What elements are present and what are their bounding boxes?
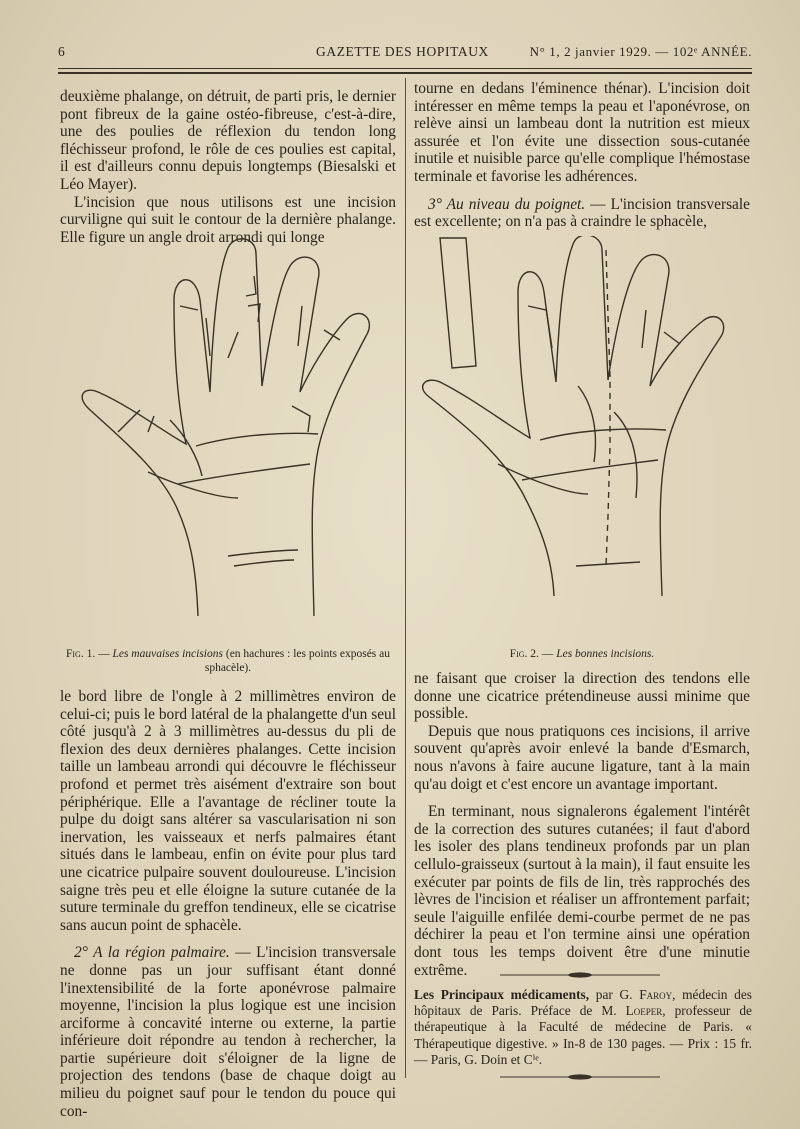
bibliography-text: par G. bbox=[589, 987, 640, 1002]
hand-outline bbox=[82, 239, 369, 616]
figure-2-drawing bbox=[418, 236, 738, 636]
bibliography-entry bbox=[414, 987, 752, 1068]
incision-line bbox=[576, 562, 640, 566]
bibliography-author: Faroy bbox=[639, 987, 673, 1002]
incision-mark bbox=[546, 308, 552, 348]
end-ornament bbox=[500, 1073, 660, 1081]
wrist-crease bbox=[228, 550, 298, 556]
hand-drawing-good-incisions bbox=[418, 236, 738, 636]
issue-info: N° 1, 2 janvier 1929. — 102ᵉ ANNÉE. bbox=[529, 44, 752, 59]
paragraph: Depuis que nous pratiquons ces incisions, il arrive souvent qu'après avoir enlevé la bande d'Esmarch, nous n'avons à faire aucune ligature, tant à la main qu'au doigt et c'est encore un avantage important. bbox=[414, 722, 750, 793]
right-column-top bbox=[414, 80, 750, 231]
thumb-crease bbox=[498, 464, 588, 494]
journal-title: GAZETTE DES HOPITAUX bbox=[316, 44, 489, 59]
incision-line bbox=[606, 250, 610, 566]
palm-crease bbox=[196, 433, 318, 446]
incision-line bbox=[578, 386, 595, 462]
incision-mark bbox=[664, 332, 680, 344]
incision-mark bbox=[228, 332, 238, 358]
incision-mark bbox=[118, 410, 140, 432]
incision-mark bbox=[528, 306, 546, 310]
section-3-paragraph bbox=[414, 196, 750, 231]
bibliography-preface-author: Loeper bbox=[625, 1003, 663, 1019]
section-3-heading: 3° Au niveau du poignet. bbox=[428, 195, 586, 213]
page-header bbox=[58, 44, 752, 66]
figure-2-label: Fig. 2. bbox=[509, 648, 539, 660]
paragraph: L'incision que nous utilisons est une incision curviligne qui suit le contour de la dernière phalange. Elle figure un angle droit arrondi qui longe bbox=[60, 193, 396, 246]
section-2-paragraph bbox=[60, 944, 396, 1120]
incision-mark bbox=[292, 406, 310, 432]
right-column-bottom bbox=[414, 670, 750, 979]
palm-crease bbox=[540, 429, 666, 440]
figure-2-caption: Fig. 2. — Les bonnes incisions. bbox=[509, 648, 655, 660]
header-rule-double bbox=[58, 72, 752, 74]
figure-1-caption: Fig. 1. — Les mauvaises incisions (en hachures : les points exposés au sphacèle). bbox=[65, 648, 391, 674]
section-2-text: — L'incision transversale ne donne pas un jour suffisant étant donné l'inextensibilité de la forte aponévrose palmaire moyenne, l'incision la plus logique est une incision arciforme à concavité interne ou externe, la partie inférieure doit répondre au tendon à rechercher, la partie supérieure doit s'éloigner de la ligne de projection des tendons (base de chaque doigt au milieu du poignet sauf pour le tendon du pouce qui con- bbox=[60, 944, 396, 1120]
left-column-bottom bbox=[60, 688, 396, 1120]
bibliography-title: Les Principaux médicaments, bbox=[414, 987, 590, 1002]
figure-1-caption-rest: (en hachures : les points exposés au sphacèle). bbox=[204, 648, 391, 674]
bibliography-text: , médecin des hôpitaux de Paris. Préface de M. bbox=[414, 987, 752, 1019]
section-ornament bbox=[500, 971, 660, 979]
paragraph: ne faisant que croiser la direction des tendons elle donne une cicatrice prétendineuse aussi minime que possible. bbox=[414, 670, 750, 723]
paragraph: deuxième phalange, on détruit, de parti pris, le dernier pont fibreux de la gaine ostéo-fibreuse, c'est-à-dire, une des poulies de réflexion du tendon long fléchisseur profond, le rôle de ces poulies est capital, il est d'ailleurs connu depuis longtemps (Biesalski et Léo Mayer). bbox=[60, 88, 396, 193]
figure-1-drawing bbox=[78, 236, 388, 636]
incision-mark bbox=[206, 318, 210, 356]
paragraph: tourne en dedans l'éminence thénar). L'incision doit intéresser en même temps la peau et l'aponévrose, on relève ainsi un lambeau dont la nutrition est mieux assurée et l'on évite une dissection sous-cutanée inutile et nuisible parce qu'elle complique l'hémostase terminale et favorise les adhérences. bbox=[414, 80, 750, 185]
palm-crease bbox=[178, 464, 310, 484]
incision-mark bbox=[246, 276, 256, 296]
column-divider bbox=[405, 78, 406, 1078]
section-2-heading: 2° A la région palmaire. bbox=[74, 944, 230, 962]
incision-mark bbox=[180, 306, 198, 310]
wrist-crease bbox=[234, 560, 294, 566]
figure-2-caption-italic: Les bonnes incisions. bbox=[556, 648, 655, 660]
bibliography-text: , professeur de thérapeutique à la Faculté de médecine de Paris. « Thérapeutique digestive. » In-8 de 130 pages. — Prix : 15 fr. — Paris, G. Doin et Cⁱᵉ. bbox=[414, 1003, 752, 1067]
page-number: 6 bbox=[58, 44, 66, 59]
section-3-text: — L'incision transversale est excellente; on n'a pas à craindre le sphacèle, bbox=[414, 195, 750, 231]
hand-drawing-bad-incisions bbox=[78, 236, 388, 636]
incision-mark bbox=[642, 310, 646, 348]
palm-crease bbox=[170, 420, 202, 476]
incision-mark bbox=[298, 306, 302, 346]
figure-1-label: Fig. 1. bbox=[65, 648, 96, 660]
header-rule bbox=[58, 68, 752, 69]
left-column-top bbox=[60, 88, 396, 246]
finger-bandage bbox=[440, 238, 476, 368]
paragraph: le bord libre de l'ongle à 2 millimètres environ de celui-ci; puis le bord latéral de la phalangette d'un seul côté jusqu'à 2 à 3 millimètres au-dessus du pli de flexion des deux dernières phalanges. Cette incision taille un lambeau arrondi qui découvre le fléchisseur profond et permet très aisément d'extraire son bout périphérique. Elle a l'avantage de récliner toute la pulpe du doigt sans altérer sa vascularisation ni son inervation, les vaisseaux et nerfs palmaires étant situés dans le lambeau, enfin on évite pour plus tard une cicatrice pulpaire souvent douloureuse. L'incision saigne très peu et elle éloigne la suture cutanée de la suture terminale du greffon tendineux, elle se cicatrise sans aucun point de sphacèle. bbox=[60, 688, 396, 934]
incision-line bbox=[614, 412, 637, 498]
hand-outline bbox=[423, 236, 724, 596]
paragraph: En terminant, nous signalerons également l'intérêt de la correction des sutures cutanées; il faut d'abord les isoler des plans tendineux profonds par un plan cellulo-graisseux (surtout à la main), il faut ensuite les exécuter par points de fils de lin, très rapprochés des lèvres de l'incision et réaliser un affrontement parfait; seule l'aiguille enfilée demi-courbe permet de ne pas déchirer la peau et l'on termine ainsi une opération dont tous les temps doivent être d'une minutie extrême. bbox=[414, 803, 750, 979]
figure-1-caption-italic: Les mauvaises incisions bbox=[112, 648, 223, 660]
